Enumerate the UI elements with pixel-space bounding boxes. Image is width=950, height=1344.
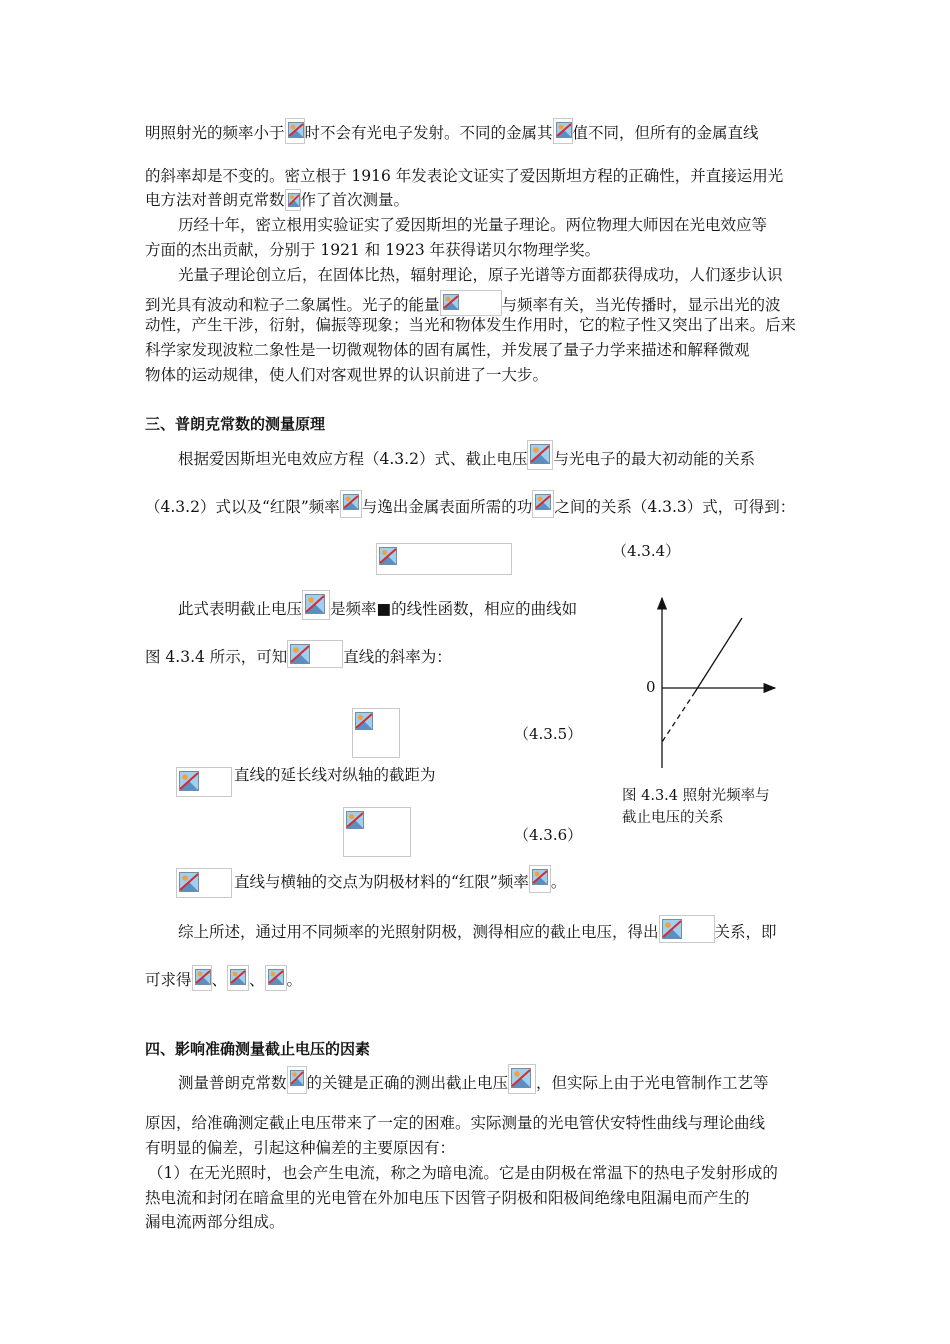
- broken-image-icon: [176, 868, 232, 898]
- section3-line7: 综上所述，通过用不同频率的光照射阴极，测得相应的截止电压，得出 关系，即: [178, 915, 777, 943]
- origin-label: 0: [646, 678, 656, 696]
- section4-line6: 漏电流两部分组成。: [145, 1213, 285, 1231]
- equation-number: （4.3.6）: [514, 826, 583, 844]
- line-solid: [695, 618, 742, 692]
- broken-image-icon: [287, 1066, 307, 1094]
- broken-image-icon: [532, 490, 554, 518]
- section3-line3: 此式表明截止电压 是频率■的线性函数，相应的曲线如: [178, 590, 577, 620]
- broken-image-icon: [529, 865, 551, 893]
- figure-caption-line2: 截止电压的关系: [622, 810, 724, 826]
- broken-image-icon: [192, 965, 212, 991]
- section3-line5: 直线的延长线对纵轴的截距为: [234, 766, 436, 784]
- figure-caption-line1: 图 4.3.4 照射光频率与: [622, 788, 770, 804]
- section4-line5: 热电流和封闭在暗盒里的光电管在外加电压下因管子阴极和阳极间绝缘电阻漏电而产生的: [145, 1189, 750, 1207]
- line-dashed-extension: [662, 692, 695, 742]
- broken-image-icon: [553, 118, 573, 144]
- section4-line4: （1）在无光照时，也会产生电流，称之为暗电流。它是由阴极在常温下的热电子发射形成的: [148, 1164, 778, 1182]
- section-heading-4: 四、影响准确测量截止电压的因素: [145, 1040, 371, 1058]
- para1-line2: 的斜率却是不变的。密立根于 1916 年发表论文证实了爱因斯坦方程的正确性，并直接运用光: [145, 167, 784, 185]
- broken-image-icon: [527, 440, 553, 470]
- section-heading-3: 三、普朗克常数的测量原理: [145, 415, 326, 433]
- para3-line1: 光量子理论创立后，在固体比热，辐射理论，原子光谱等方面都获得成功，人们逐步认识: [178, 266, 783, 284]
- para2-line1: 历经十年，密立根用实验证实了爱因斯坦的光量子理论。两位物理大师因在光电效应等: [178, 216, 768, 234]
- section3-line1: 根据爱因斯坦光电效应方程（4.3.2）式、截止电压 与光电子的最大初动能的关系: [178, 440, 755, 470]
- section3-line6: 直线与横轴的交点为阴极材料的“红限”频率 。: [234, 865, 566, 893]
- para3-line2: 到光具有波动和粒子二象属性。光子的能量 与频率有关，当光传播时，显示出光的波: [145, 290, 781, 316]
- broken-image-icon: [265, 965, 287, 991]
- section3-line2: （4.3.2）式以及“红限”频率 与逸出金属表面所需的功 之间的关系（4.3.3）式，可得到：: [145, 490, 795, 518]
- para2-line2: 方面的杰出贡献，分别于 1921 和 1923 年获得诺贝尔物理学奖。: [145, 241, 601, 259]
- section3-line8: 可求得 、 、 。: [145, 965, 302, 991]
- broken-image-icon: [227, 965, 249, 991]
- equation-image-4-3-5: [352, 708, 400, 758]
- broken-image-icon: [176, 767, 232, 797]
- para3-line4: 科学家发现波粒二象性是一切微观物体的固有属性，并发展了量子力学来描述和解释微观: [145, 341, 750, 359]
- equation-image-4-3-6: [343, 807, 411, 857]
- broken-image-icon: [340, 490, 362, 518]
- broken-image-icon: [302, 590, 330, 620]
- para1-line3: 电方法对普朗克常数 作了首次测量。: [145, 191, 410, 209]
- para3-line5: 物体的运动规律，使人们对客观世界的认识前进了一大步。: [145, 366, 549, 384]
- broken-image-icon: [440, 290, 502, 316]
- broken-image-icon: [508, 1064, 536, 1094]
- broken-image-icon: [285, 118, 305, 144]
- section4-line3: 有明显的偏差，引起这种偏差的主要原因有：: [145, 1139, 456, 1157]
- equation-image-4-3-4: [376, 543, 512, 575]
- equation-number: （4.3.5）: [514, 725, 583, 743]
- broken-image-icon: [285, 189, 301, 211]
- para3-line3: 动性，产生干涉，衍射，偏振等现象；当光和物体发生作用时，它的粒子性又突出了出来。后来: [145, 316, 797, 334]
- broken-image-icon: [659, 915, 715, 943]
- equation-number: （4.3.4）: [612, 542, 681, 560]
- section4-line1: 测量普朗克常数 的关键是正确的测出截止电压 ，但实际上由于光电管制作工艺等: [178, 1064, 769, 1094]
- section3-line4: 图 4.3.4 所示，可知 直线的斜率为：: [145, 640, 452, 668]
- broken-image-icon: [287, 640, 343, 668]
- para1-line1: 明照射光的频率小于 时不会有光电子发射。不同的金属其 值不同，但所有的金属直线: [145, 118, 759, 144]
- section4-line2: 原因，给准确测定截止电压带来了一定的困难。实际测量的光电管伏安特性曲线与理论曲线: [145, 1114, 766, 1132]
